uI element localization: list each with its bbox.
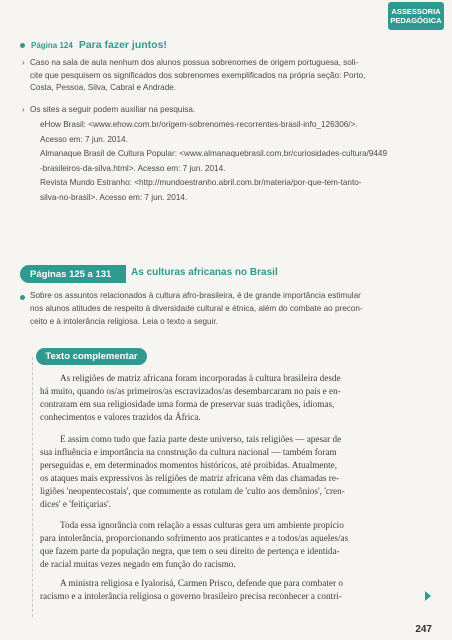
text-line: de racial muitas vezes negado em função do racismo. <box>40 559 236 570</box>
reference-line: -brasileiros-da-silva.html>. Acesso em: 7 jun. 2014. <box>40 163 226 173</box>
badge-line2: PEDAGÓGICA <box>390 16 442 25</box>
bullet-dot-icon <box>20 43 25 48</box>
text-line: Costa, Pessoa, Silva, Cabral e Andrade. <box>30 83 177 93</box>
reference-line: Revista Mundo Estranho: <http://mundoestranho.abril.com.br/materia/por-que-tem-tanto- <box>40 178 362 188</box>
badge-line1: ASSESSORIA <box>391 7 441 16</box>
section2-title: As culturas africanas no Brasil <box>131 267 278 278</box>
texto-complementar-label: Texto complementar <box>36 348 147 365</box>
text-line: Os sites a seguir podem auxiliar na pesquisa. <box>30 105 196 114</box>
text-line: perseguidas e, em determinados momentos históricos, até proibidas. Atualmente, <box>40 460 337 471</box>
section1-title: Para fazer juntos! <box>78 39 167 51</box>
text-line: cite que pesquisem os significados dos sobrenomes exemplificados na própria seção: Porto, <box>30 70 366 80</box>
reference-line: Almanaque Brasil de Cultura Popular: <www.almanaquebrasil.com.br/curiosidades-cultura/9449 <box>40 149 388 159</box>
body-paragraph-1 <box>40 372 422 424</box>
section2-intro <box>30 290 422 328</box>
page-number: 247 <box>415 624 432 635</box>
body-paragraph-4 <box>40 577 422 603</box>
text-line: As religiões de matriz africana foram incorporadas à cultura brasileira desde <box>60 373 341 383</box>
text-line: sua influência e importância na construção da cultura nacional — também foram <box>40 447 337 458</box>
reference-line: eHow Brasil: <www.ehow.com.br/origem-sobrenomes-recorrentes-brasil-info_126306/>. <box>40 120 358 129</box>
text-line: A ministra religiosa e Iyalorisá, Carmen Prisco, defende que para combater o <box>60 578 343 588</box>
reference-list <box>40 118 422 206</box>
section2-page-label-text: Páginas 125 a 131 <box>30 268 112 280</box>
text-line: contraram em sua religiosidade uma forma de preservar suas tradições, idiomas, <box>40 399 335 410</box>
text-line: racismo e a intolerância religiosa o governo brasileiro precisa reconhecer a contri- <box>40 591 342 602</box>
text-line: para intolerância, proporcionando sofrimento aos praticantes e a todos/as aqueles/as <box>40 533 349 544</box>
text-line: Caso na sala de aula nenhum dos alunos possua sobrenomes de origem portuguesa, soli- <box>30 58 359 67</box>
text-line: ceito e à intolerância religiosa. Leia o texto a seguir. <box>30 316 218 326</box>
text-line: há muito, quando os/as primeiros/as escravizados/as desembarcaram no país e en- <box>40 386 341 397</box>
text-line: que fazem parte da população negra, que tem o seu direito de pertença e identida- <box>40 546 340 557</box>
text-line: E assim como tudo que fazia parte deste universo, tais religiões — apesar de <box>60 434 342 444</box>
chevron-right-icon: › <box>22 58 25 67</box>
reference-line: silva-no-brasil>. Acesso em: 7 jun. 2014. <box>40 192 188 202</box>
body-paragraph-3 <box>40 519 422 571</box>
bullet-dot-icon <box>20 295 25 300</box>
section2-page-label <box>20 265 126 283</box>
continue-arrow-icon <box>425 591 431 601</box>
reference-line: Acesso em: 7 jun. 2014. <box>40 134 128 144</box>
chevron-right-icon: › <box>22 105 25 114</box>
text-line: Sobre os assuntos relacionados à cultura afro-brasileira, é de grande importância estimular <box>30 291 361 300</box>
section1-heading <box>20 38 167 52</box>
text-line: dices' e 'feitiçarias'. <box>40 499 112 510</box>
assessoria-pedagogica-badge <box>388 2 444 30</box>
body-paragraph-2 <box>40 433 422 512</box>
text-line: ligiões 'neopentecostais', que comumente as rotulam de 'culto aos demônios', 'cren- <box>40 486 345 497</box>
text-line: nos alunos atitudes de respeito à diversidade cultural e étnica, além do combate ao precon- <box>30 303 363 313</box>
text-line: Toda essa ignorância com relação a essas culturas gera um ambiente propício <box>60 520 344 530</box>
text-line: os ataques mais expressivos às religiões de matriz africana vêm das chamadas re- <box>40 473 339 484</box>
bullet-paragraph-1 <box>22 57 422 95</box>
bullet-paragraph-2 <box>22 104 422 117</box>
text-line: conhecimentos e valores trazidos da África. <box>40 412 201 423</box>
section1-page-label: Página 124 <box>31 40 73 50</box>
